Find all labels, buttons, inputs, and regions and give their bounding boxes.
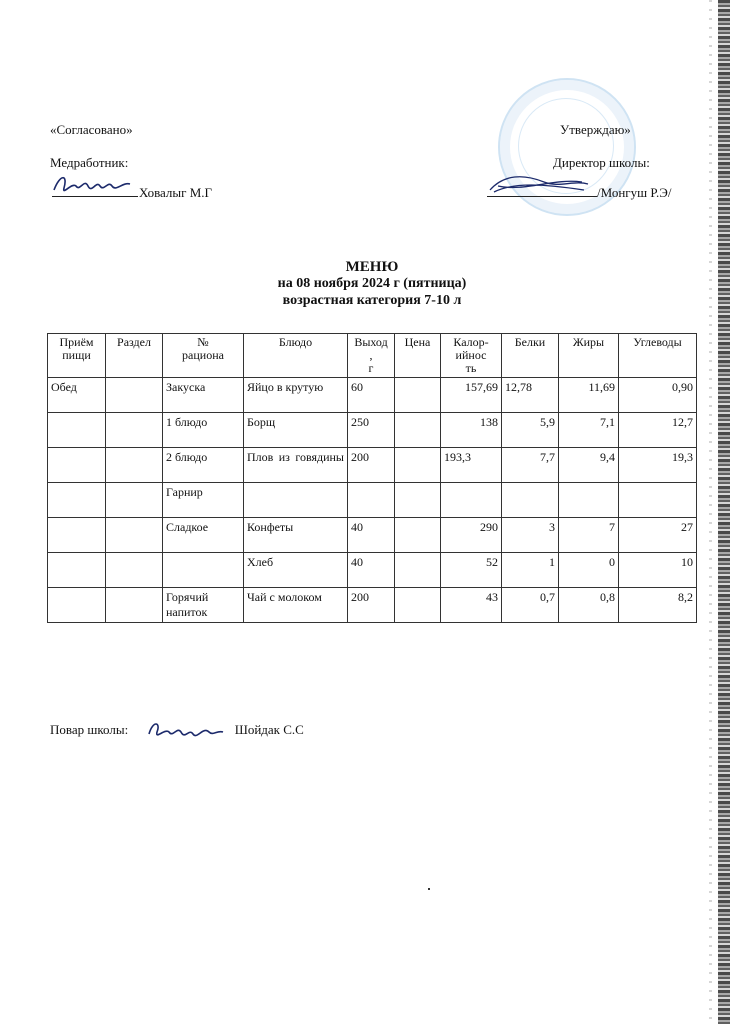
cell-section — [106, 448, 163, 483]
cell-fats: 9,4 — [559, 448, 619, 483]
header-price: Цена — [395, 334, 441, 378]
cell-output: 200 — [348, 588, 395, 623]
cell-fats: 0 — [559, 553, 619, 588]
header-output: Выход , г — [348, 334, 395, 378]
cell-carbs: 10 — [619, 553, 697, 588]
cell-price — [395, 483, 441, 518]
cell-carbs: 12,7 — [619, 413, 697, 448]
cell-fats: 7,1 — [559, 413, 619, 448]
header-proteins: Белки — [502, 334, 559, 378]
scan-edge-artifact — [718, 0, 730, 1024]
cell-proteins: 12,78 — [502, 378, 559, 413]
cell-ration: Гарнир — [163, 483, 244, 518]
cell-ration: 2 блюдо — [163, 448, 244, 483]
scan-edge-artifact-secondary — [709, 0, 712, 1024]
cell-proteins: 5,9 — [502, 413, 559, 448]
cell-price — [395, 378, 441, 413]
cell-calories: 52 — [441, 553, 502, 588]
cell-output — [348, 483, 395, 518]
cell-output: 40 — [348, 553, 395, 588]
director-signature-line — [487, 196, 597, 197]
director-name: /Монгуш Р.Э/ — [597, 185, 672, 200]
agreed-label: «Согласовано» — [50, 122, 133, 137]
header-section: Раздел — [106, 334, 163, 378]
menu-table — [47, 333, 697, 623]
cell-proteins: 1 — [502, 553, 559, 588]
cell-ration — [163, 553, 244, 588]
cell-price — [395, 448, 441, 483]
table-row — [48, 553, 697, 588]
cell-output: 200 — [348, 448, 395, 483]
cell-calories: 43 — [441, 588, 502, 623]
cell-output: 250 — [348, 413, 395, 448]
director-title: Директор школы: — [553, 155, 650, 170]
cell-price — [395, 413, 441, 448]
approve-label: Утверждаю» — [560, 122, 631, 137]
table-row — [48, 483, 697, 518]
cell-ration: 1 блюдо — [163, 413, 244, 448]
cell-section — [106, 553, 163, 588]
med-signature-line — [52, 196, 138, 197]
cell-proteins: 3 — [502, 518, 559, 553]
cell-dish: Борщ — [244, 413, 348, 448]
cell-meal — [48, 448, 106, 483]
cell-dish — [244, 483, 348, 518]
med-title: Медработник: — [50, 155, 129, 170]
cell-meal — [48, 588, 106, 623]
header-meal: Приём пищи — [48, 334, 106, 378]
cell-price — [395, 553, 441, 588]
cell-section — [106, 413, 163, 448]
cell-carbs: 27 — [619, 518, 697, 553]
menu-age-category: возрастная категория 7-10 л — [282, 293, 462, 308]
table-row — [48, 518, 697, 553]
cell-section — [106, 588, 163, 623]
cell-section — [106, 378, 163, 413]
header-carbs: Углеводы — [619, 334, 697, 378]
cell-fats: 7 — [559, 518, 619, 553]
header-fats: Жиры — [559, 334, 619, 378]
director-signature — [484, 170, 594, 202]
table-row — [48, 413, 697, 448]
cell-calories — [441, 483, 502, 518]
header-dish: Блюдо — [244, 334, 348, 378]
cell-calories: 138 — [441, 413, 502, 448]
cook-title: Повар школы: — [50, 721, 129, 737]
cell-price — [395, 588, 441, 623]
cell-calories: 193,3 — [441, 448, 502, 483]
cell-meal — [48, 483, 106, 518]
cell-dish: Конфеты — [244, 518, 348, 553]
table-row — [48, 448, 697, 483]
cell-dish: Чай с молоком — [244, 588, 348, 623]
cell-calories: 157,69 — [441, 378, 502, 413]
cell-meal — [48, 518, 106, 553]
cell-output: 60 — [348, 378, 395, 413]
cell-ration: Сладкое — [163, 518, 244, 553]
cook-line — [50, 716, 304, 746]
table-row — [48, 588, 697, 623]
cell-carbs: 19,3 — [619, 448, 697, 483]
cook-signature — [145, 716, 225, 746]
cell-calories: 290 — [441, 518, 502, 553]
cell-meal — [48, 413, 106, 448]
cell-meal: Обед — [48, 378, 106, 413]
cell-price — [395, 518, 441, 553]
cell-output: 40 — [348, 518, 395, 553]
cell-ration: Горячий напиток — [163, 588, 244, 623]
cook-name: Шойдак С.С — [234, 721, 304, 737]
cell-carbs — [619, 483, 697, 518]
header-ration: № рациона — [163, 334, 244, 378]
cell-section — [106, 483, 163, 518]
cell-carbs: 8,2 — [619, 588, 697, 623]
cell-dish: Яйцо в крутую — [244, 378, 348, 413]
menu-title: МЕНЮ — [345, 259, 399, 275]
cell-section — [106, 518, 163, 553]
cell-dish: Плов из говядины — [244, 448, 348, 483]
cell-meal — [48, 553, 106, 588]
cell-proteins: 7,7 — [502, 448, 559, 483]
cell-proteins: 0,7 — [502, 588, 559, 623]
scan-speck — [428, 888, 430, 890]
cell-fats: 11,69 — [559, 378, 619, 413]
menu-date: на 08 ноября 2024 г (пятница) — [277, 276, 467, 291]
table-header-row — [48, 334, 697, 378]
header-calories: Калор- ийнос ть — [441, 334, 502, 378]
cell-dish: Хлеб — [244, 553, 348, 588]
cell-fats — [559, 483, 619, 518]
med-name: Ховалыг М.Г — [139, 185, 213, 200]
cell-fats: 0,8 — [559, 588, 619, 623]
table-row — [48, 378, 697, 413]
cell-proteins — [502, 483, 559, 518]
cell-carbs: 0,90 — [619, 378, 697, 413]
cell-ration: Закуска — [163, 378, 244, 413]
